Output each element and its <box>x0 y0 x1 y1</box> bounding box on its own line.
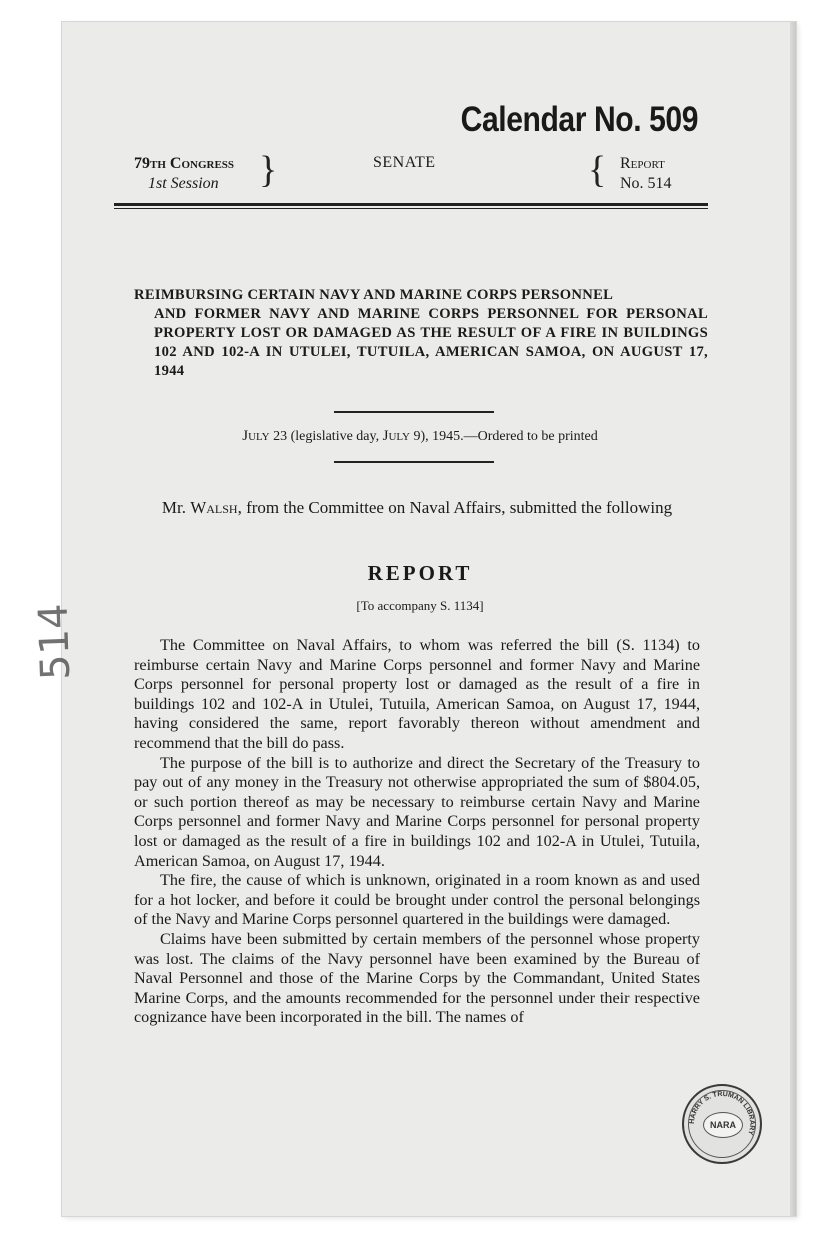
paragraph: Claims have been submitted by certain members of the personnel whose property was lost. The claims of the Navy personnel have been examined by the Bureau of Naval Personnel and those of the Marine Corps by the Commandant, United States Marine Corps, and the amounts recommended for the personnel under their respective cognizance have been incorporated in the bill. The names of <box>134 929 700 1027</box>
divider-rule-lower <box>334 461 494 463</box>
senator-name: Walsh <box>190 498 238 517</box>
left-brace: } <box>259 149 278 191</box>
svg-text:HARRY S. TRUMAN LIBRARY: HARRY S. TRUMAN LIBRARY <box>688 1090 756 1136</box>
report-heading: REPORT <box>367 561 473 585</box>
calendar-number: Calendar No. 509 <box>460 100 698 139</box>
paragraph: The purpose of the bill is to authorize and direct the Secretary of the Treasury to pay out of any money in the Treasury not otherwise appropriated the sum of $804.05, or such portion thereof as may be necessary to reimburse certain Navy and Marine Corps personnel and former Navy and Marine Corps personnel for personal property lost or damaged as the result of a fire in buildings 102 and 102-A in Utulei, Tutuila, American Samoa, on August 17, 1944. <box>134 753 700 870</box>
stamp-center-text: NARA <box>703 1112 743 1138</box>
session-label: 1st Session <box>148 175 219 192</box>
paragraph: The Committee on Naval Affairs, to whom was referred the bill (S. 1134) to reimburse certain Navy and Marine Corps personnel and former Navy and Marine Corps personnel for personal property lost or damaged as the result of a fire in buildings 102 and 102-A in Utulei, Tutuila, American Samoa, on August 17, 1944, having considered the same, report favorably thereon without amendment and recommend that the bill do pass. <box>134 636 700 752</box>
header-rule <box>114 203 708 206</box>
report-body <box>134 636 700 1028</box>
report-number-block <box>620 154 672 194</box>
handwritten-margin-note: 514 <box>30 602 80 681</box>
divider-rule-upper <box>334 411 494 413</box>
report-label: Report <box>620 155 665 172</box>
title-first-line: REIMBURSING CERTAIN NAVY AND MARINE CORPS PERSONNEL <box>134 287 614 303</box>
chamber-label: SENATE <box>373 154 436 171</box>
report-number: No. 514 <box>620 175 672 192</box>
report-title <box>134 286 708 381</box>
library-stamp <box>682 1084 762 1164</box>
ordered-printed-line: July 23 (legislative day, July 9), 1945.—Ordered to be printed <box>242 428 598 444</box>
accompany-bill: [To accompany S. 1134] <box>356 598 484 613</box>
right-brace: { <box>588 149 607 191</box>
congress-label: 79th Congress <box>134 155 235 172</box>
document-page <box>62 22 796 1216</box>
title-continuation: AND FORMER NAVY AND MARINE CORPS PERSONNEL FOR PERSONAL PROPERTY LOST OR DAMAGED AS THE RESULT OF A FIRE IN BUILDINGS 102 AND 102-A IN UTULEI, TUTUILA, AMERICAN SAMOA, ON AUGUST 17, 1944 <box>154 306 708 379</box>
congress-session <box>134 154 234 194</box>
submitted-by-line: Mr. Walsh, from the Committee on Naval Affairs, submitted the following <box>161 498 673 517</box>
paragraph: The fire, the cause of which is unknown, originated in a room known as and used for a hot locker, and before it could be brought under control the personal belongings of the Navy and Marine Corps personnel quartered in the buildings were damaged. <box>134 871 700 929</box>
